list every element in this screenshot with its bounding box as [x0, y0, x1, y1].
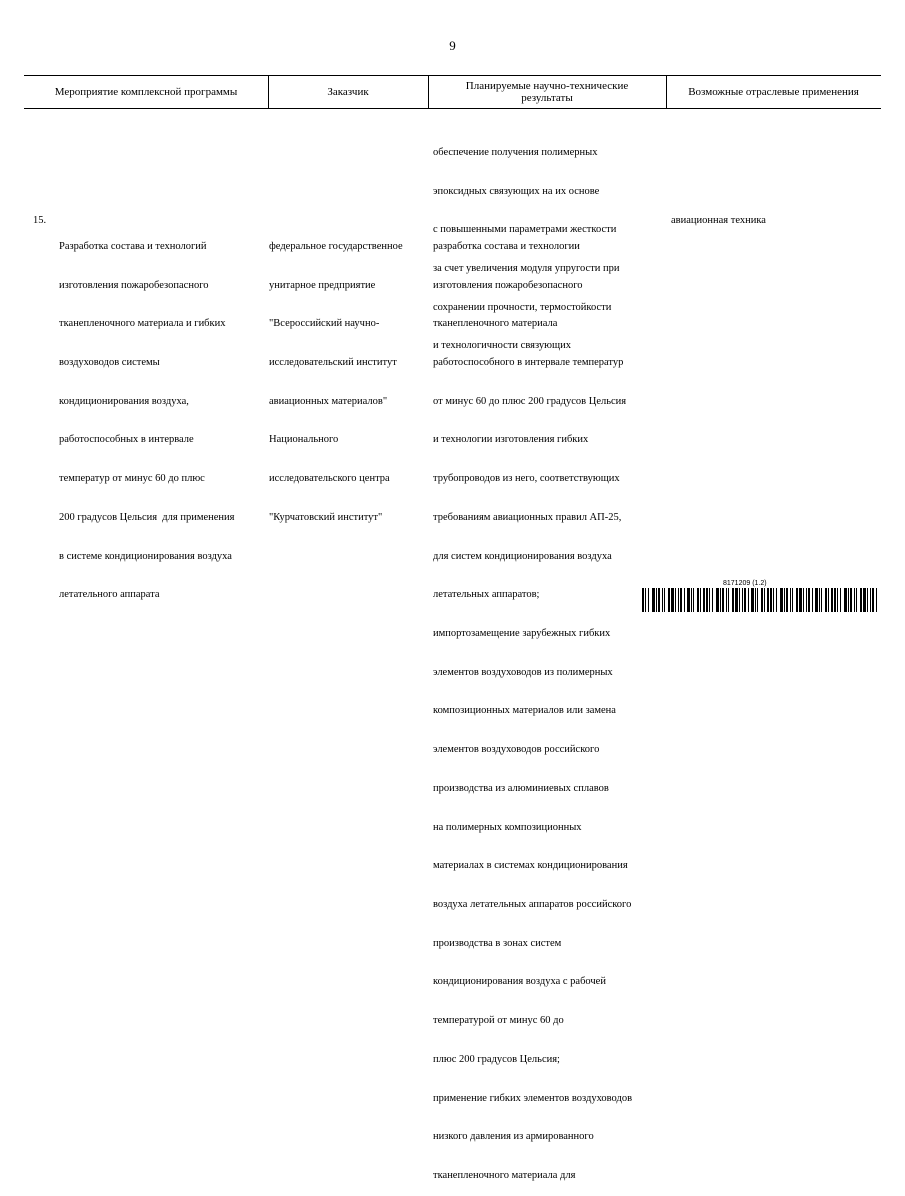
text-line: федеральное государственное: [269, 240, 403, 252]
text-line: низкого давления из армированного: [433, 1131, 594, 1143]
text-line: применение гибких элементов воздуховодов: [433, 1092, 633, 1104]
text-line: работоспособных в интервале: [59, 434, 194, 446]
header-measure: Мероприятие комплексной программы: [54, 85, 238, 98]
text-line: требованиям авиационных правил АП-25,: [433, 511, 622, 523]
header-results: [428, 75, 666, 108]
text-line: для систем кондиционирования воздуха: [433, 550, 612, 562]
text-line: разработка состава и технологии: [433, 240, 580, 252]
text-line: за счет увеличения модуля упругости при: [433, 262, 620, 274]
text-line: воздуховодов системы: [59, 356, 160, 368]
row-number: 15.: [33, 215, 47, 226]
customer-cell: [269, 215, 403, 538]
application-cell: авиационная техника: [671, 215, 766, 226]
text-line: Разработка состава и технологий: [59, 240, 207, 252]
text-line: тканепленочного материала и гибких: [59, 318, 226, 330]
text-line: летательных аппаратов;: [433, 589, 540, 601]
text-line: обеспечение получения полимерных: [433, 146, 598, 158]
table-header-bottom-rule: [24, 108, 881, 109]
text-line: изготовления пожаробезопасного: [59, 279, 209, 291]
text-line: изготовления пожаробезопасного: [433, 279, 583, 291]
text-line: трубопроводов из него, соответствующих: [433, 473, 620, 485]
text-line: 200 градусов Цельсия для применения: [59, 511, 235, 523]
text-line: работоспособного в интервале температур: [433, 356, 624, 368]
text-line: летательного аппарата: [59, 589, 160, 601]
results-cell: [433, 215, 632, 1196]
text-line: исследовательский институт: [269, 356, 397, 368]
text-line: и технологии изготовления гибких: [433, 434, 589, 446]
text-line: тканепленочного материала: [433, 318, 558, 330]
text-line: в системе кондиционирования воздуха: [59, 550, 232, 562]
text-line: Национального: [269, 434, 339, 446]
barcode-icon: [642, 588, 880, 612]
text-line: авиационных материалов": [269, 395, 388, 407]
text-line: импортозамещение зарубежных гибких: [433, 628, 611, 639]
text-line: тканепленочного материала для: [433, 1170, 576, 1182]
text-line: воздуха летательных аппаратов российского: [433, 899, 632, 911]
text-line: и технологичности связующих: [433, 340, 571, 352]
text-line: производства в зонах систем: [433, 937, 562, 949]
text-line: на полимерных композиционных: [433, 821, 582, 833]
header-results-line: результаты: [521, 91, 573, 104]
text-line: исследовательского центра: [269, 473, 390, 485]
text-line: унитарное предприятие: [269, 279, 376, 291]
text-line: элементов воздуховодов российского: [433, 744, 600, 756]
text-line: элементов воздуховодов из полимерных: [433, 666, 613, 678]
text-line: кондиционирования воздуха с рабочей: [433, 976, 606, 988]
text-line: "Курчатовский институт": [269, 511, 383, 523]
header-applications: Возможные отраслевые применения: [688, 85, 859, 98]
page-number: 9: [449, 38, 456, 53]
header-customer: Заказчик: [327, 85, 369, 98]
text-line: плюс 200 градусов Цельсия;: [433, 1053, 560, 1065]
text-line: "Всероссийский научно-: [269, 318, 380, 330]
text-line: композиционных материалов или замена: [433, 705, 616, 717]
text-line: материалах в системах кондиционирования: [433, 860, 628, 872]
text-line: кондиционирования воздуха,: [59, 395, 189, 407]
barcode-label: 8171209 (1.2): [723, 580, 767, 587]
text-line: с повышенными параметрами жесткости: [433, 224, 617, 236]
header-results-line: Планируемые научно-технические: [465, 79, 629, 92]
text-line: от минус 60 до плюс 200 градусов Цельсия: [433, 395, 627, 407]
measure-cell: [59, 215, 235, 615]
text-line: производства из алюминиевых сплавов: [433, 782, 609, 794]
text-line: температур от минус 60 до плюс: [59, 473, 205, 485]
text-line: температурой от минус 60 до: [433, 1015, 564, 1027]
text-line: сохранении прочности, термостойкости: [433, 301, 612, 313]
text-line: эпоксидных связующих на их основе: [433, 185, 600, 197]
